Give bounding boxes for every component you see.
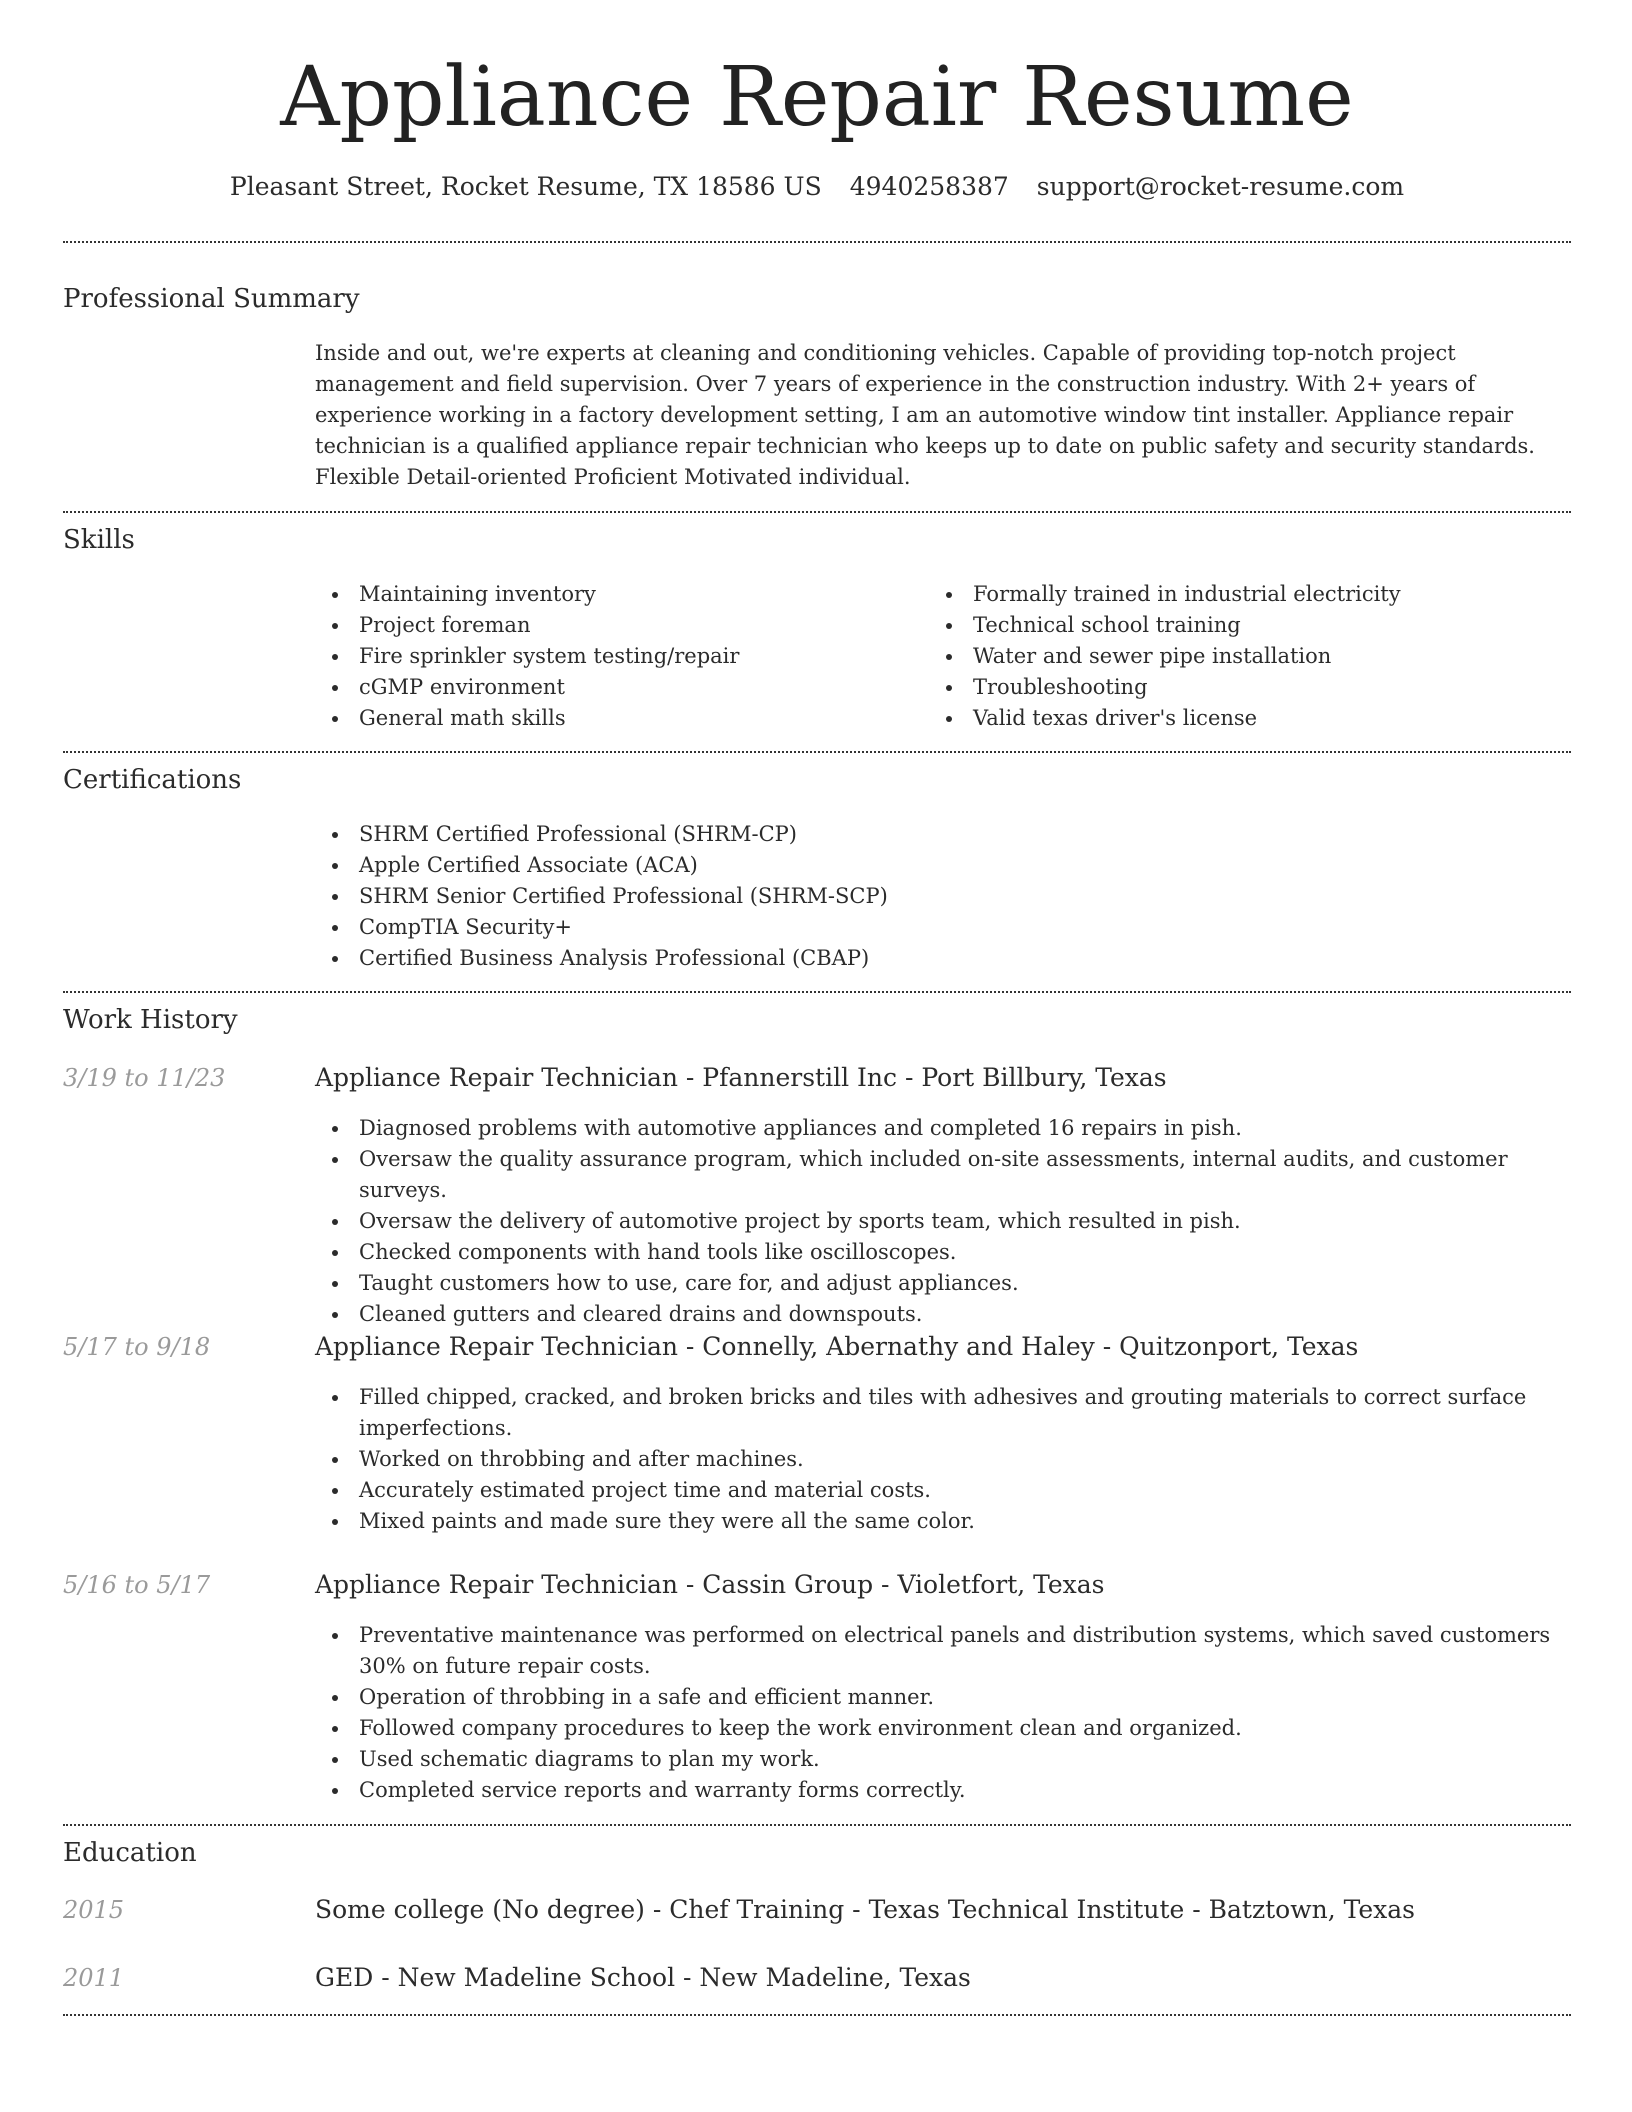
job-date: 5/17 to 9/18 [63,1333,211,1361]
skill-item: Valid texas driver's license [929,703,1569,734]
certification-item: CompTIA Security+ [315,912,1571,943]
job-bullet: Worked on throbbing and after machines. [315,1444,1535,1475]
section-title-skills: Skills [63,525,135,555]
job-bullet: Preventative maintenance was performed on electrical panels and distribution systems, which saved customers 30% on future repair costs. [315,1620,1571,1682]
job-bullet: Checked components with hand tools like oscilloscopes. [315,1237,1571,1268]
job-bullet: Taught customers how to use, care for, and adjust appliances. [315,1268,1571,1299]
divider [63,751,1571,753]
skill-item: Formally trained in industrial electricity [929,579,1569,610]
certification-item: Apple Certified Associate (ACA) [315,850,1571,881]
job-bullet: Accurately estimated project time and material costs. [315,1475,1535,1506]
education-date: 2015 [63,1896,125,1924]
job-bullets [315,1113,1571,1330]
certification-item: Certified Business Analysis Professional (CBAP) [315,943,1571,974]
job-bullet: Oversaw the delivery of automotive project by sports team, which resulted in pish. [315,1206,1571,1237]
divider [63,1824,1571,1826]
job-title: Appliance Repair Technician - Cassin Group - Violetfort, Texas [315,1570,1105,1599]
summary-text: Inside and out, we're experts at cleaning and conditioning vehicles. Capable of providing top-notch project management and field supervision. Over 7 years of experience in the construction industry. With 2+ years of experience working in a factory development setting, I am an automotive window tint installer. Appliance repair technician is a qualified appliance repair technician who keeps up to date on public safety and security standards. Flexible Detail-oriented Proficient Motivated individual. [315,341,1535,489]
section-title-summary: Professional Summary [63,284,360,314]
section-title-education: Education [63,1838,197,1868]
job-bullet: Followed company procedures to keep the work environment clean and organized. [315,1713,1571,1744]
job-date: 3/19 to 11/23 [63,1064,226,1092]
skills-list-right [929,579,1569,734]
job-bullet: Mixed paints and made sure they were all the same color. [315,1506,1535,1537]
education-entry: GED - New Madeline School - New Madeline, Texas [315,1963,971,1992]
job-bullet: Filled chipped, cracked, and broken bricks and tiles with adhesives and grouting materials to correct surface imperfections. [315,1382,1535,1444]
certifications-list [315,819,1571,974]
job-date: 5/16 to 5/17 [63,1571,211,1599]
job-bullet: Completed service reports and warranty forms correctly. [315,1775,1571,1806]
skills-list-left [315,579,915,734]
job-bullets [315,1382,1535,1537]
divider [63,2014,1571,2016]
divider [63,241,1571,243]
section-title-certifications: Certifications [63,765,242,795]
email: support@rocket-resume.com [1036,172,1405,201]
skill-item: Troubleshooting [929,672,1569,703]
job-bullet: Oversaw the quality assurance program, which included on-site assessments, internal audits, and customer surveys. [315,1144,1571,1206]
skill-item: General math skills [315,703,915,734]
skill-item: Fire sprinkler system testing/repair [315,641,915,672]
job-title: Appliance Repair Technician - Connelly, Abernathy and Haley - Quitzonport, Texas [315,1332,1359,1361]
divider [63,991,1571,993]
job-title: Appliance Repair Technician - Pfannerstill Inc - Port Billbury, Texas [315,1063,1167,1092]
phone: 4940258387 [849,172,1009,201]
job-bullet: Operation of throbbing in a safe and efficient manner. [315,1682,1571,1713]
address: Pleasant Street, Rocket Resume, TX 18586 US [229,172,822,201]
education-date: 2011 [63,1964,125,1992]
job-bullet: Diagnosed problems with automotive appliances and completed 16 repairs in pish. [315,1113,1571,1144]
contact-line [63,170,1571,204]
resume-title: Appliance Repair Resume [280,50,1354,145]
job-bullet: Cleaned gutters and cleared drains and downspouts. [315,1299,1571,1330]
job-bullet: Used schematic diagrams to plan my work. [315,1744,1571,1775]
skill-item: Water and sewer pipe installation [929,641,1569,672]
divider [63,511,1571,513]
skill-item: cGMP environment [315,672,915,703]
education-entry: Some college (No degree) - Chef Training - Texas Technical Institute - Batztown, Texas [315,1895,1415,1924]
job-bullets [315,1620,1571,1806]
skill-item: Project foreman [315,610,915,641]
certification-item: SHRM Certified Professional (SHRM-CP) [315,819,1571,850]
skill-item: Technical school training [929,610,1569,641]
skill-item: Maintaining inventory [315,579,915,610]
certification-item: SHRM Senior Certified Professional (SHRM-SCP) [315,881,1571,912]
section-title-work-history: Work History [63,1005,238,1035]
